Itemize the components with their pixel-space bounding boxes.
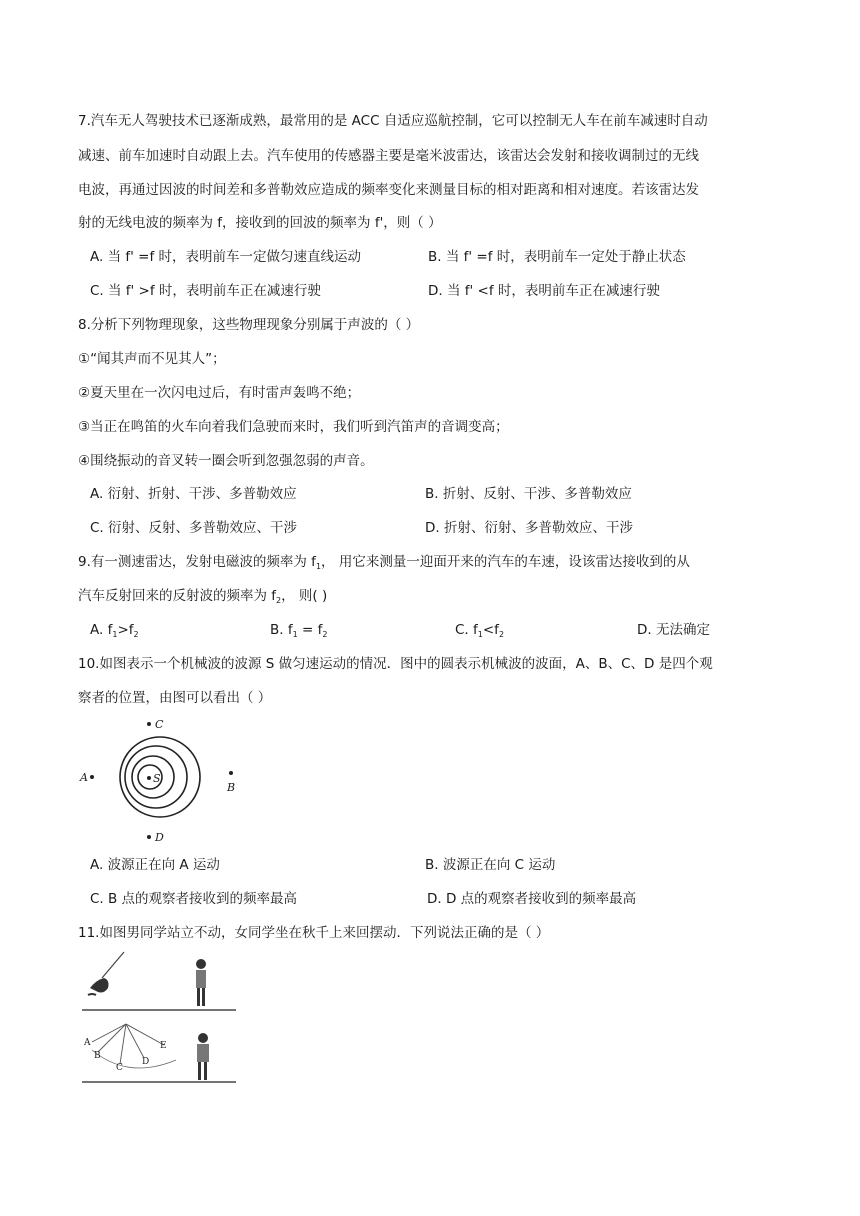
q9-line-2 <box>78 587 327 605</box>
q9-c-mid: <f <box>482 622 499 638</box>
wave-source-figure <box>76 716 246 844</box>
q9-b-mid: = f <box>297 622 323 638</box>
q8-option-d: D. 折射、衍射、多普勒效应、干涉 <box>425 520 633 536</box>
q8-item-4: ④围绕振动的音叉转一圈会听到忽强忽弱的声音。 <box>78 453 374 469</box>
q9-b-sub1: 1 <box>292 630 298 639</box>
swing-panel-top <box>82 952 236 1010</box>
q9-c-sub2: 2 <box>498 630 505 639</box>
q8-option-b: B. 折射、反射、干涉、多普勒效应 <box>425 486 632 502</box>
q7-line-2: 减速、前车加速时自动跟上去。汽车使用的传感器主要是毫米波雷达，该雷达会发射和接收调制过的无线 <box>78 148 699 164</box>
q9-a-pre: A. f <box>90 622 113 638</box>
q8-stem: 8.分析下列物理现象，这些物理现象分别属于声波的（ ） <box>78 317 420 333</box>
q9-a-sub2: 2 <box>133 630 139 639</box>
source-s-dot <box>147 776 151 780</box>
swing-rope <box>102 952 124 978</box>
q8-item-3: ③当正在鸣笛的火车向着我们急驶而来时，我们听到汽笛声的音调变高； <box>78 419 509 435</box>
swing-arc <box>92 1050 176 1068</box>
q7-option-a: A. 当 f' =f 时，表明前车一定做匀速直线运动 <box>90 249 361 265</box>
swing-label-e: E <box>160 1041 167 1051</box>
swing-label-d: D <box>142 1057 150 1067</box>
q7-line-3: 电波，再通过因波的时间差和多普勒效应造成的频率变化来测量目标的相对距离和相对速度。若该雷达发 <box>78 182 699 198</box>
q9-sub-f2: 2 <box>276 596 282 605</box>
point-a-dot <box>90 775 94 779</box>
girl-on-swing <box>90 978 109 993</box>
q7-line-4: 射的无线电波的频率为 f，接收到的回波的频率为 f'，则（ ） <box>78 215 442 231</box>
q9-a-mid: >f <box>117 622 134 638</box>
q7-option-c: C. 当 f' >f 时，表明前车正在减速行驶 <box>90 283 321 299</box>
q8-item-1: ①“闻其声而不见其人”； <box>78 351 226 367</box>
q9-sub-f1: 1 <box>315 562 322 571</box>
boy-body-2 <box>197 1044 209 1062</box>
q10-line-2: 察者的位置，由图可以看出（ ） <box>78 690 272 706</box>
boy-body <box>196 970 206 988</box>
swing-label-b: B <box>94 1051 101 1061</box>
label-c: C <box>155 718 164 731</box>
q9-c-pre: C. f <box>455 622 478 638</box>
swing-label-a: A <box>84 1038 91 1048</box>
q9-line-1-text-b: ， 用它来测量一迎面开来的汽车的车速，设该雷达接收到的从 <box>321 554 690 570</box>
q11-stem: 11.如图男同学站立不动，女同学坐在秋千上来回摆动．下列说法正确的是（ ） <box>78 925 550 941</box>
label-a: A <box>80 771 88 784</box>
q9-line-2-text-a: 汽车反射回来的反射波的频率为 f <box>78 588 277 604</box>
boy-head <box>196 959 206 969</box>
q9-line-1 <box>78 553 690 571</box>
q10-option-d: D. D 点的观察者接收到的频率最高 <box>427 891 637 907</box>
q9-option-b <box>270 621 327 639</box>
boy-head-2 <box>198 1033 208 1043</box>
swing-label-c: C <box>116 1063 123 1073</box>
point-b-dot <box>229 771 233 775</box>
point-c-dot <box>147 722 151 726</box>
q10-option-c: C. B 点的观察者接收到的频率最高 <box>90 891 298 907</box>
label-s: S <box>153 772 161 785</box>
label-b: B <box>227 781 236 794</box>
q10-option-a: A. 波源正在向 A 运动 <box>90 857 220 873</box>
q9-option-c <box>455 621 504 639</box>
q10-line-1: 10.如图表示一个机械波的波源 S 做匀速运动的情况．图中的圆表示机械波的波面，A、B、C、D 是四个观 <box>78 656 713 672</box>
q7-line-1: 7.汽车无人驾驶技术已逐渐成熟，最常用的是 ACC 自适应巡航控制，它可以控制无人车在前车减速时自动 <box>78 113 708 129</box>
q7-option-d: D. 当 f' <f 时，表明前车正在减速行驶 <box>428 283 660 299</box>
q8-option-a: A. 衍射、折射、干涉、多普勒效应 <box>90 486 297 502</box>
q9-option-a <box>90 621 139 639</box>
q7-option-b: B. 当 f' =f 时，表明前车一定处于静止状态 <box>428 249 686 265</box>
q9-option-d: D. 无法确定 <box>637 622 710 638</box>
q9-b-sub2: 2 <box>322 630 328 639</box>
q9-a-sub1: 1 <box>112 630 118 639</box>
q9-line-1-text-a: 9.有一测速雷达，发射电磁波的频率为 f <box>78 554 316 570</box>
swing-panel-bottom <box>82 1024 236 1082</box>
q10-option-b: B. 波源正在向 C 运动 <box>425 857 556 873</box>
q8-option-c: C. 衍射、反射、多普勒效应、干涉 <box>90 520 298 536</box>
label-d: D <box>155 831 164 844</box>
point-d-dot <box>147 835 151 839</box>
q9-c-sub1: 1 <box>477 630 483 639</box>
q9-line-2-text-b: ， 则( ) <box>281 588 328 604</box>
q8-item-2: ②夏天里在一次闪电过后，有时雷声轰鸣不绝； <box>78 385 361 401</box>
q9-b-pre: B. f <box>270 622 293 638</box>
swing-figure <box>80 950 240 1090</box>
